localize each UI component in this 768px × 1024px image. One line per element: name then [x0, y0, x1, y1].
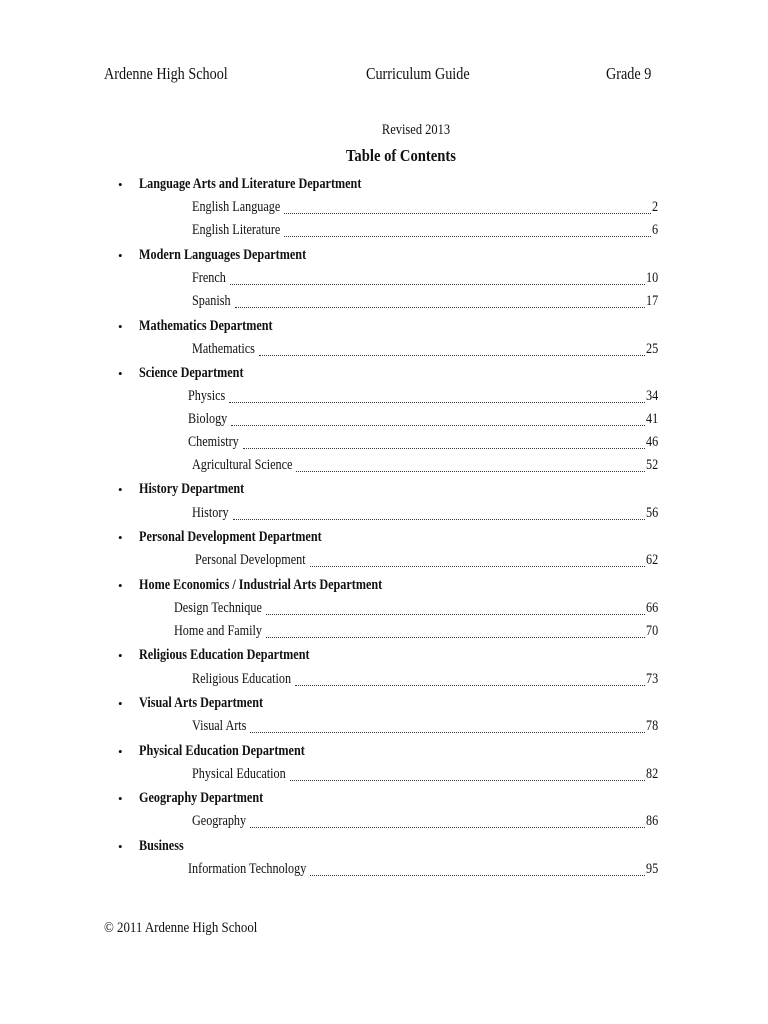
page-number: 41	[645, 411, 658, 427]
toc-entry[interactable]	[188, 388, 670, 408]
dot-leader	[233, 505, 645, 520]
subject-name: French	[192, 270, 226, 286]
toc-title: Table of Contents	[346, 146, 456, 165]
page-number: 46	[645, 434, 658, 450]
subject-name: English Literature	[192, 222, 281, 238]
subject-name: Geography	[192, 813, 247, 829]
department-name: Language Arts and Literature Department	[139, 176, 362, 192]
bullet-icon: •	[118, 791, 123, 806]
subject-name: Home and Family	[174, 623, 262, 639]
toc-entry[interactable]	[192, 199, 670, 219]
dot-leader	[284, 199, 651, 214]
revised-date: Revised 2013	[381, 122, 451, 138]
header-guide: Curriculum Guide	[366, 64, 470, 83]
page-number: 86	[645, 813, 658, 829]
toc-entry[interactable]	[192, 270, 670, 290]
page-number: 78	[645, 718, 658, 734]
page-number: 52	[645, 457, 658, 473]
dot-leader	[290, 766, 645, 781]
department-name: Business	[139, 838, 184, 854]
toc-entry[interactable]	[174, 623, 670, 643]
subject-name: Design Technique	[174, 600, 262, 616]
subject-name: Physical Education	[192, 766, 286, 782]
department-name: Physical Education Department	[139, 743, 305, 759]
toc-entry[interactable]	[192, 457, 670, 477]
department-name: Visual Arts Department	[139, 695, 264, 711]
dot-leader	[259, 341, 645, 356]
header-school: Ardenne High School	[104, 64, 228, 83]
subject-name: Biology	[188, 411, 228, 427]
bullet-icon: •	[118, 366, 123, 381]
bullet-icon: •	[118, 696, 123, 711]
toc-entry[interactable]	[192, 671, 670, 691]
bullet-icon: •	[118, 648, 123, 663]
page-number: 62	[645, 552, 658, 568]
toc-entry[interactable]	[192, 766, 670, 786]
subject-name: Visual Arts	[192, 718, 247, 734]
page-number: 73	[645, 671, 658, 687]
page-number: 10	[645, 270, 658, 286]
subject-name: History	[192, 505, 229, 521]
dot-leader	[235, 293, 645, 308]
dot-leader	[310, 861, 644, 876]
page-number: 34	[645, 388, 658, 404]
page-number: 82	[645, 766, 658, 782]
page-number: 6	[651, 222, 658, 238]
header-grade: Grade 9	[606, 64, 652, 83]
department-name: Modern Languages Department	[139, 247, 307, 263]
dot-leader	[231, 411, 645, 426]
page-number: 66	[645, 600, 658, 616]
toc-entry[interactable]	[192, 293, 670, 313]
footer-copyright: © 2011 Ardenne High School	[104, 920, 258, 936]
subject-name: Agricultural Science	[192, 457, 293, 473]
bullet-icon: •	[118, 744, 123, 759]
toc-entry[interactable]	[188, 411, 670, 431]
subject-name: Mathematics	[192, 341, 255, 357]
dot-leader	[296, 457, 644, 472]
page-number: 95	[645, 861, 658, 877]
dot-leader	[295, 671, 645, 686]
department-name: Home Economics / Industrial Arts Department	[139, 577, 383, 593]
dot-leader	[243, 434, 645, 449]
department-name: Mathematics Department	[139, 318, 273, 334]
page-number: 2	[651, 199, 658, 215]
bullet-icon: •	[118, 839, 123, 854]
toc-entry[interactable]	[192, 813, 670, 833]
toc-entry[interactable]	[192, 718, 670, 738]
department-name: Personal Development Department	[139, 529, 322, 545]
dot-leader	[250, 718, 644, 733]
dot-leader	[250, 813, 645, 828]
page-number: 25	[645, 341, 658, 357]
dot-leader	[229, 388, 645, 403]
toc-entry[interactable]	[188, 861, 670, 881]
department-name: History Department	[139, 481, 245, 497]
subject-name: Religious Education	[192, 671, 292, 687]
bullet-icon: •	[118, 177, 123, 192]
subject-name: Information Technology	[188, 861, 307, 877]
subject-name: Chemistry	[188, 434, 239, 450]
dot-leader	[266, 600, 645, 615]
subject-name: Spanish	[192, 293, 231, 309]
bullet-icon: •	[118, 482, 123, 497]
toc-entry[interactable]	[174, 600, 670, 620]
bullet-icon: •	[118, 530, 123, 545]
dot-leader	[284, 222, 651, 237]
subject-name: English Language	[192, 199, 281, 215]
bullet-icon: •	[118, 248, 123, 263]
toc-entry[interactable]	[192, 341, 670, 361]
subject-name: Personal Development	[195, 552, 306, 568]
dot-leader	[266, 623, 645, 638]
dot-leader	[310, 552, 645, 567]
dot-leader	[230, 270, 645, 285]
page-number: 70	[645, 623, 658, 639]
department-name: Science Department	[139, 365, 244, 381]
page-number: 56	[645, 505, 658, 521]
bullet-icon: •	[118, 319, 123, 334]
toc-entry[interactable]	[192, 505, 670, 525]
toc-entry[interactable]	[192, 222, 670, 242]
page-number: 17	[645, 293, 658, 309]
toc-entry[interactable]	[188, 434, 670, 454]
bullet-icon: •	[118, 578, 123, 593]
subject-name: Physics	[188, 388, 226, 404]
toc-entry[interactable]	[195, 552, 670, 572]
department-name: Religious Education Department	[139, 647, 310, 663]
department-name: Geography Department	[139, 790, 264, 806]
